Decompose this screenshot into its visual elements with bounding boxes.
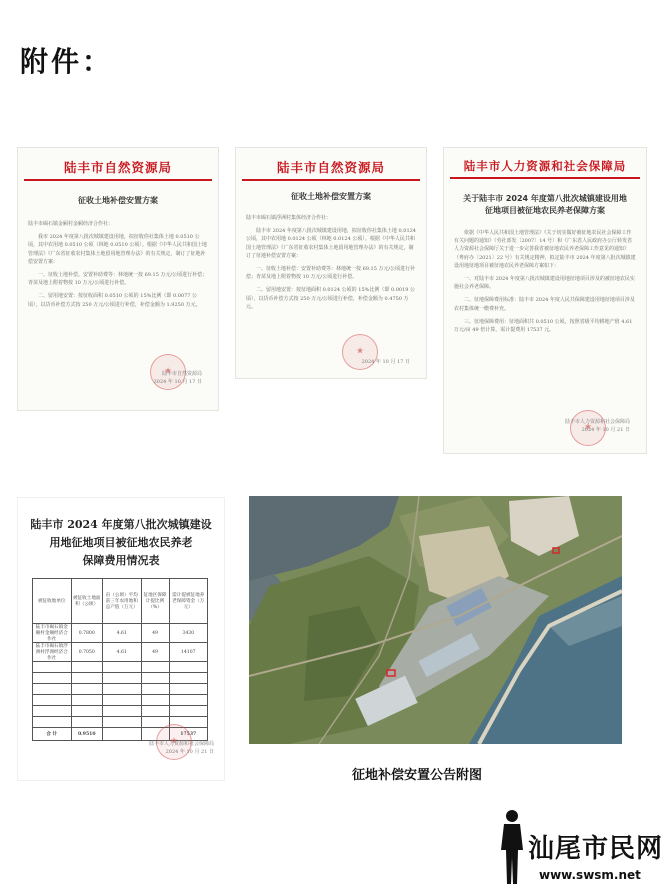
doc1-addressee: 陆丰市碣石镇金厢村金厢经济合作社： bbox=[28, 221, 114, 227]
doc3-subtitle-line: 征地项目被征地农民养老保障方案 bbox=[485, 206, 605, 215]
doc3-header-rule bbox=[450, 177, 640, 179]
table-cell: 0.9510 bbox=[71, 728, 103, 741]
doc1-paragraph: 我市 2024 年度第八批次城镇建设用地，拟征收你社集体土地 0.0510 公顷，其中农用地 0.0510 公顷（林地 0.0510 公顷）。根据《中华人民共和国土地管理法》《广东省征收农村集体土地留用地管理办法》的有关规定，制订了征地补偿安置方案： bbox=[28, 234, 207, 265]
doc1-subtitle: 征收土地补偿安置方案 bbox=[78, 196, 158, 205]
pension-fee-table bbox=[32, 578, 208, 741]
table-cell: 17537 bbox=[169, 728, 208, 741]
site-watermark bbox=[495, 808, 663, 884]
doc1-header: 陆丰市自然资源局 bbox=[63, 160, 172, 175]
doc3-subtitle-line: 关于陆丰市 2024 年度第八批次城镇建设用地 bbox=[463, 194, 627, 203]
land-compensation-notice-2 bbox=[235, 147, 427, 379]
pension-fee-table-doc bbox=[17, 497, 225, 781]
doc1-paragraph: 一、征收土地补偿。安置补助费等：林地统一按 69.15 万元/公顷进行补偿；青苗及地上附着物按 10 万元/公顷进行补偿。 bbox=[28, 272, 208, 287]
land-compensation-notice-1 bbox=[17, 147, 219, 411]
table-cell: 3430 bbox=[169, 624, 208, 643]
doc4-title bbox=[18, 516, 224, 570]
table-row bbox=[33, 673, 208, 684]
doc2-header: 陆丰市自然资源局 bbox=[276, 160, 385, 175]
doc2-paragraph: 二、留用地安置：按征地面积 0.0124 公顷的 15%比例（即 0.0019 公顷），以货币补偿方式按 250 万元/公顷进行补偿，补偿金额为 0.4750 万元。 bbox=[246, 287, 416, 310]
column-header: 被征收土地面积（公顷） bbox=[71, 579, 103, 624]
doc1-sign: 陆丰市自然资源局 bbox=[161, 371, 202, 377]
table-cell: 0.7800 bbox=[71, 624, 103, 643]
doc3-paragraph: 依据《中华人民共和国土地管理法》《关于切实做好被征地农民社会保障工作有关问题的通知》（劳社部发〔2007〕14 号）和《广东省人民政府办公厅转发省人力资源社会保障厅关于进一步完善我省被征地农民养老保障工作意见的通知》（粤府办〔2021〕22 号）有关规定精神，拟定陆丰市 2024 年度第八批次城镇建设用地征地项目被征地农民养老保障方案如下： bbox=[454, 230, 636, 269]
doc1-header-rule bbox=[24, 179, 212, 181]
doc2-addressee: 陆丰市碣石镇浮洲村集体经济合作社： bbox=[246, 215, 332, 221]
doc4-title-line: 用地征地项目被征地农民养老 bbox=[49, 536, 193, 549]
table-row bbox=[33, 643, 208, 662]
column-header: 被征收地单位 bbox=[33, 579, 72, 624]
watermark-name: 汕尾市民网 bbox=[528, 834, 663, 864]
satellite-image bbox=[249, 496, 622, 744]
doc4-title-line: 保障费用情况表 bbox=[82, 554, 160, 567]
doc2-date: 2024 年 10 月 17 日 bbox=[361, 359, 410, 365]
doc1-paragraph: 二、留用地安置：按征收面积 0.0510 公顷的 15%比例（即 0.0077 公顷），以货币补偿方式按 250 万元/公顷进行补偿，补偿金额为 1.9250 万元。 bbox=[28, 293, 201, 308]
watermark-url: www.swsm.net bbox=[539, 868, 641, 882]
table-cell: 陆丰市碣石镇浮洲村浮洲经济合作社 bbox=[33, 643, 72, 662]
table-cell: 4.61 bbox=[103, 643, 142, 662]
doc2-paragraph: 一、征收土地补偿：安置补助费等：林地统一按 69.15 万元/公顷进行补偿；青苗及地上附着物按 10 万元/公顷进行补偿。 bbox=[246, 266, 416, 281]
table-cell: 陆丰市碣石镇金厢村金厢经济合作社 bbox=[33, 624, 72, 643]
doc4-sign: 陆丰市人力资源和社会保障局 bbox=[148, 741, 214, 747]
doc4-signature bbox=[149, 740, 214, 756]
doc2-header-rule bbox=[242, 179, 420, 181]
table-cell: 49 bbox=[141, 643, 169, 662]
doc3-header: 陆丰市人力资源和社会保障局 bbox=[463, 159, 627, 173]
doc3-signature bbox=[565, 418, 630, 434]
table-cell: 4.61 bbox=[103, 624, 142, 643]
table-row bbox=[33, 624, 208, 643]
column-header: 征地区保障计提比例（%） bbox=[141, 579, 169, 624]
table-cell: 49 bbox=[141, 624, 169, 643]
doc3-paragraph: 二、征地保障费用标准：陆丰市 2024 年度人民共保障建设用地征地项目涉及农村集体统一缴费补充。 bbox=[454, 297, 635, 312]
table-cell bbox=[103, 728, 142, 741]
table-cell: 合 计 bbox=[33, 728, 72, 741]
doc1-signature bbox=[154, 370, 202, 386]
table-cell: 14107 bbox=[169, 643, 208, 662]
table-cell: 0.7050 bbox=[71, 643, 103, 662]
doc2-paragraph: 陆丰市 2024 年度第八批次城镇建设用地，拟征收你社集体土地 0.0124 公顷，其中农用地 0.0124 公顷（林地 0.0124 公顷）。根据《中华人民共和国土地管理法》《广东省征收农村集体土地留用地管理办法》的有关规定，制订了征地补偿安置方案： bbox=[246, 228, 416, 259]
page-title: 附件： bbox=[20, 45, 114, 78]
doc3-date: 2024 年 10 月 21 日 bbox=[581, 427, 630, 433]
table-row bbox=[33, 706, 208, 717]
farmer-pension-plan bbox=[443, 147, 647, 454]
doc3-sign: 陆丰市人力资源和社会保障局 bbox=[564, 419, 630, 425]
column-header: 需计提被征地养老保障资金（万元） bbox=[169, 579, 208, 624]
doc3-paragraph: 一、对陆丰市 2024 年度第八批次城镇建设用地征地项目涉及的被征地农民实施社会养老保障。 bbox=[454, 276, 635, 291]
doc4-date: 2024 年 10 月 21 日 bbox=[165, 749, 214, 755]
table-row bbox=[33, 662, 208, 673]
doc3-paragraph: 三、征地保障费用：征地面积共 0.0510 公顷，按照省级平均耕地产值 4.61 万元/亩 49 倍计算，需计提费用 17537 元。 bbox=[454, 318, 633, 334]
doc4-title-line: 陆丰市 2024 年度第八批次城镇建设 bbox=[30, 518, 212, 531]
table-row bbox=[33, 684, 208, 695]
doc1-date: 2024 年 10 月 17 日 bbox=[153, 379, 202, 385]
person-silhouette-icon bbox=[497, 808, 527, 884]
table-header-row bbox=[33, 579, 208, 624]
doc2-subtitle: 征收土地补偿安置方案 bbox=[291, 192, 371, 201]
table-row bbox=[33, 695, 208, 706]
column-header: 亩（公顷）平均前三年农用地和总产值（万元） bbox=[103, 579, 142, 624]
map-caption: 征地补偿安置公告附图 bbox=[352, 768, 483, 783]
doc3-subtitle bbox=[444, 193, 646, 217]
satellite-map bbox=[249, 496, 622, 744]
